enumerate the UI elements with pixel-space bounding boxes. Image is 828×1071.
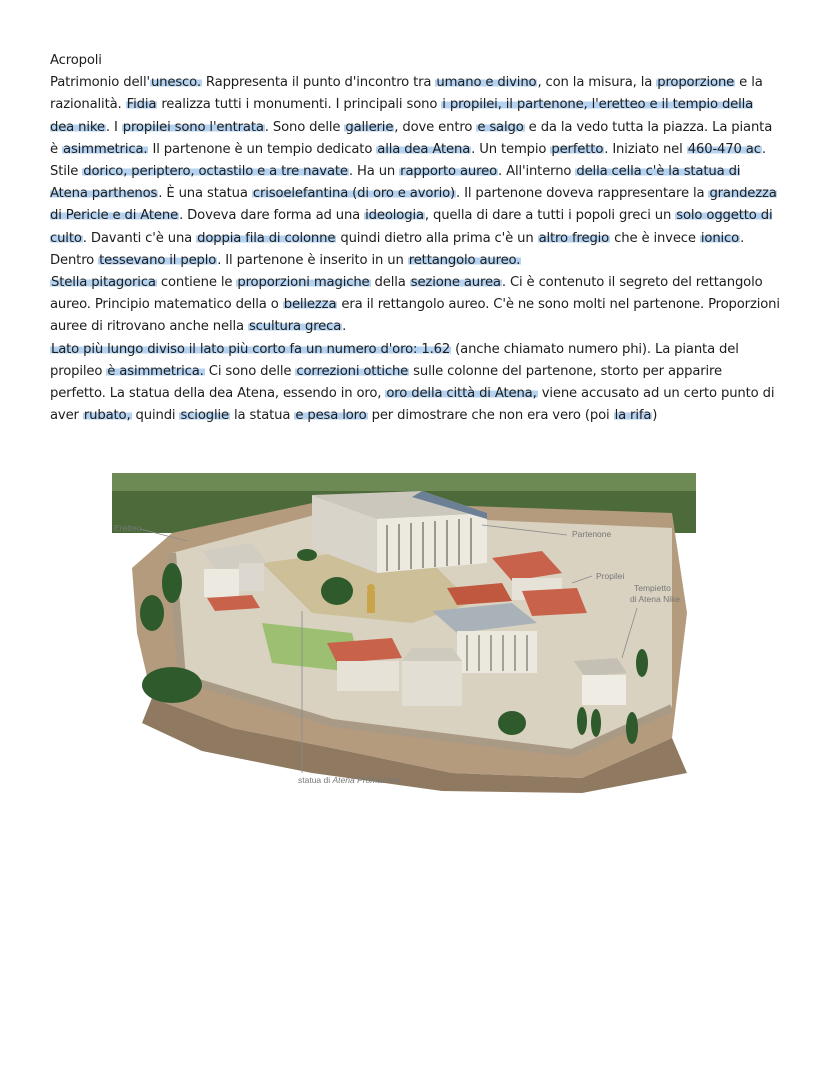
highlighted-text: 460-470 ac	[687, 141, 761, 157]
highlighted-text: ionico	[700, 230, 740, 246]
text-segment: . Sono delle	[264, 119, 345, 135]
text-segment: e la razionalità.	[50, 75, 763, 113]
label-eretteo: Eretteo	[114, 523, 142, 533]
text-segment: per dimostrare che non era vero (poi	[367, 408, 614, 424]
highlighted-text: e pesa loro	[295, 408, 367, 424]
highlighted-text: alla dea Atena	[377, 141, 471, 157]
text-segment: che è invece	[610, 230, 700, 246]
text-segment: viene accusato ad un certo punto di aver	[50, 386, 775, 424]
text-segment: .	[342, 319, 347, 335]
text-segment: . All'interno	[498, 164, 576, 180]
highlighted-text: sezione aurea	[410, 275, 501, 291]
text-segment: (anche chiamato numero phi). La pianta del propileo	[50, 341, 739, 379]
text-segment: . Ha un	[348, 164, 400, 180]
text-segment: contiene le	[156, 275, 237, 291]
highlighted-text: altro fregio	[538, 230, 610, 246]
text-segment: , con la misura, la	[537, 75, 657, 91]
text-segment: Ci sono delle	[204, 363, 296, 379]
highlighted-text: grandezza di Pericle e di Atene	[50, 186, 777, 224]
highlighted-text: rapporto aureo	[400, 164, 497, 180]
highlighted-text: propilei sono l'entrata	[122, 119, 264, 135]
highlighted-text: perfetto	[551, 141, 604, 157]
document-title: Acropoli	[50, 53, 102, 68]
highlighted-text: rubato,	[83, 408, 131, 424]
highlighted-text: e salgo	[477, 119, 524, 135]
text-segment: . Dentro	[50, 230, 745, 268]
text-segment: , dove entro	[394, 119, 477, 135]
highlighted-text: i propilei, il partenone, l'eretteo e il tempio della dea nike	[50, 97, 754, 135]
highlighted-text: scioglie	[180, 408, 229, 424]
highlighted-text: doppia fila di colonne	[197, 230, 336, 246]
text-segment: . Il partenone è inserito in un	[217, 252, 408, 268]
highlighted-text: rettangolo aureo.	[408, 252, 521, 268]
highlighted-text: scultura greca	[248, 319, 342, 335]
highlighted-text: bellezza	[283, 297, 337, 313]
highlighted-text: asimmetrica.	[63, 141, 148, 157]
label-statua-prefix: statua di	[298, 775, 333, 785]
highlighted-text: la rifa	[614, 408, 652, 424]
label-partenone: Partenone	[572, 529, 612, 539]
highlighted-text: correzioni ottiche	[296, 363, 409, 379]
text-segment: la statua	[229, 408, 295, 424]
highlighted-text: crisoelefantina (di oro e avorio)	[252, 186, 456, 202]
text-segment: )	[652, 408, 658, 424]
text-segment: . Davanti c'è una	[82, 230, 197, 246]
athena-promachos-statue	[367, 584, 375, 613]
highlighted-text: oro della città di Atena,	[386, 386, 537, 402]
text-segment: . Ci è contenuto il segreto del rettangolo aureo. Principio matematico della o	[50, 275, 763, 313]
text-segment: . Il partenone doveva rappresentare la	[456, 186, 709, 202]
text-segment: era il rettangolo aureo. C'è ne sono molti nel partenone. Proporzioni auree di ritrovano anche nella	[50, 297, 780, 335]
text-segment: quindi dietro alla prima c'è un	[336, 230, 538, 246]
text-segment: , quella di dare a tutti i popoli greci un	[424, 208, 676, 224]
text-segment: della	[370, 275, 410, 291]
text-segment: . Iniziato nel	[604, 141, 687, 157]
highlighted-text: dorico, periptero, octastilo e a tre navate	[83, 164, 348, 180]
text-segment: . È una statua	[158, 186, 252, 202]
text-segment: Il partenone è un tempio dedicato	[148, 141, 377, 157]
text-segment: . Stile	[50, 141, 766, 180]
highlighted-text: solo oggetto di culto	[50, 208, 773, 246]
text-segment: . Doveva dare forma ad una	[179, 208, 365, 224]
label-statua	[298, 775, 400, 785]
highlighted-text: Stella pitagorica	[51, 275, 156, 291]
paragraph	[50, 339, 780, 428]
background-foliage	[112, 473, 696, 491]
text-segment: realizza tutti i monumenti. I principali sono	[157, 97, 442, 113]
highlighted-text: della cella c'è la statua di Atena parthenos	[50, 164, 741, 202]
label-propilei: Propilei	[596, 571, 625, 581]
highlighted-text: Lato più lungo diviso il lato più corto fa un numero d'oro: 1.62	[51, 341, 451, 357]
highlighted-text: gallerie	[345, 119, 394, 135]
text-segment: . Un tempio	[471, 141, 551, 157]
paragraph	[50, 72, 780, 272]
highlighted-text: unesco.	[150, 75, 201, 91]
text-segment: e da la vedo tutta la piazza. La pianta è	[50, 119, 773, 157]
erechtheion	[202, 543, 267, 597]
label-tempietto: Tempietto	[634, 583, 671, 593]
highlighted-text: proporzioni magiche	[237, 275, 370, 291]
highlighted-text: ideologia	[365, 208, 424, 224]
text-segment: Patrimonio dell'	[50, 75, 150, 91]
highlighted-text: umano e divino	[436, 75, 537, 91]
notes-text	[50, 50, 780, 427]
text-segment: sulle colonne del partenone, storto per apparire perfetto. La statua della dea Atena, essendo in oro,	[50, 363, 722, 402]
text-segment: . I	[105, 119, 122, 135]
highlighted-text: Fidia	[126, 97, 157, 113]
acropolis-drawing	[112, 473, 696, 793]
highlighted-text: tessevano il peplo	[99, 252, 217, 268]
label-atena-nike: di Atena Nike	[630, 594, 681, 604]
text-segment: Rappresenta il punto d'incontro tra	[201, 75, 436, 91]
paragraph	[50, 272, 780, 339]
highlighted-text: è asimmetrica.	[107, 363, 204, 379]
acropolis-illustration	[112, 473, 696, 793]
highlighted-text: proporzione	[657, 75, 735, 91]
label-statua-name: Atena Prómachos	[332, 775, 401, 785]
text-segment: quindi	[131, 408, 180, 424]
